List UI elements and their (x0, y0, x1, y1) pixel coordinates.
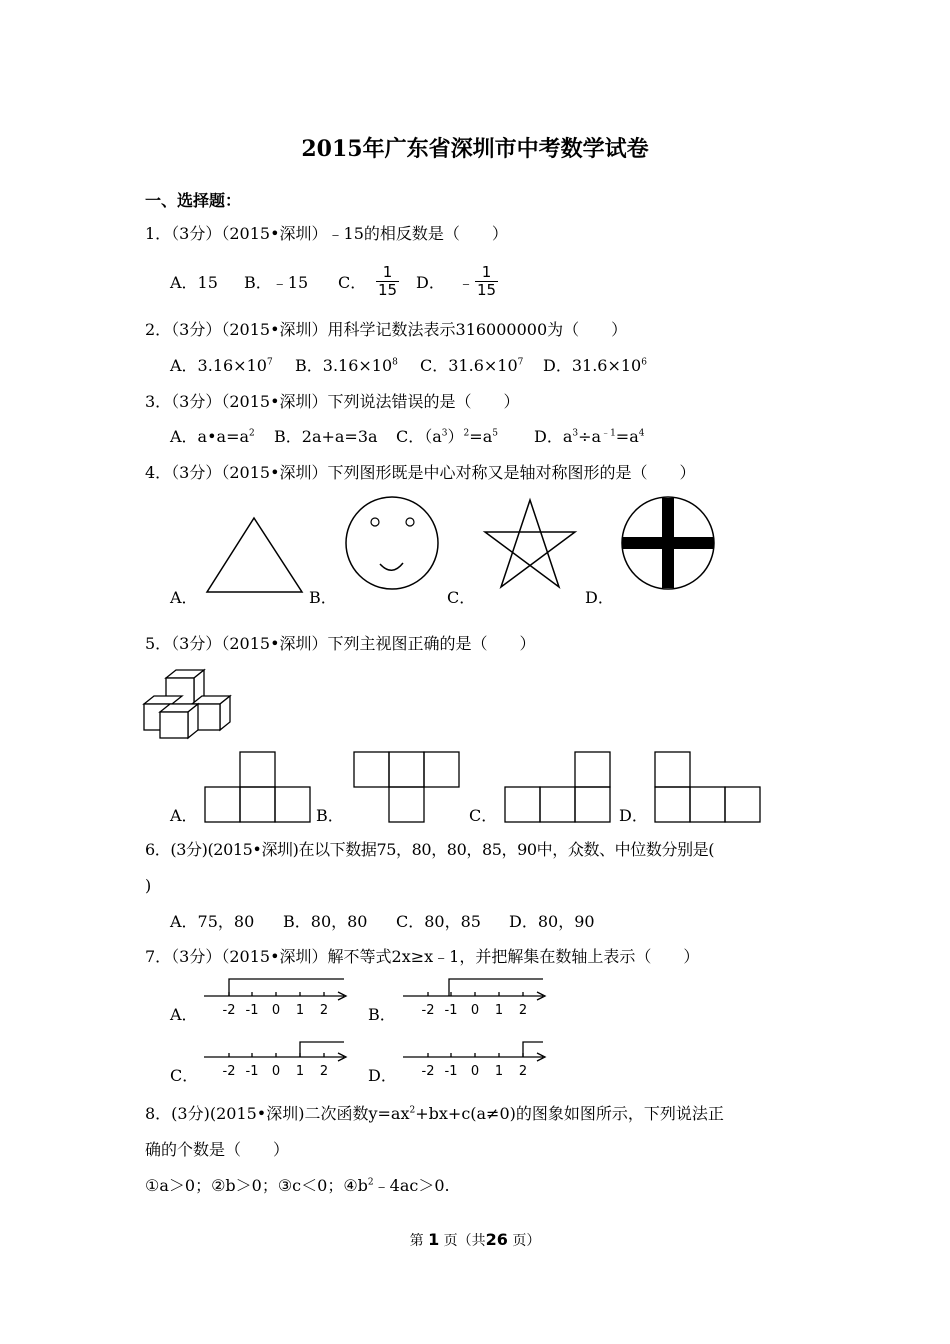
question-1-option-c-fraction (376, 264, 399, 299)
question-6-option-a: A．75，80 (170, 912, 255, 931)
number-line-b (403, 976, 553, 1021)
number-line-tick-label: 0 (470, 1003, 480, 1018)
number-line-c (204, 1037, 354, 1082)
number-line-d (403, 1037, 553, 1082)
fraction-numerator: 1 (376, 264, 399, 282)
number-line-tick-label: 0 (470, 1064, 480, 1079)
number-line-tick-label: 2 (319, 1003, 329, 1018)
option-d-front-view (655, 750, 765, 825)
question-1-option-d-fraction (475, 264, 498, 299)
number-line-tick-label: 1 (494, 1003, 504, 1018)
fraction-denominator: 15 (378, 281, 398, 299)
cube-stack-figure (142, 668, 234, 740)
number-line-tick-label: -1 (245, 1003, 259, 1018)
question-4-option-c: C． (447, 588, 476, 607)
question-6-stem-line-2: ) (145, 876, 152, 895)
number-line-tick-label: 2 (518, 1003, 528, 1018)
question-4-option-b: B． (309, 588, 337, 607)
option-a-front-view (205, 750, 315, 825)
number-line-tick-label: -2 (222, 1003, 236, 1018)
page-footer: 第 1 页（共26 页） (409, 1230, 541, 1249)
question-3-option-d: D．$a^3\div a^{﹣1}=a^4$ (534, 427, 645, 446)
question-5-option-d: D． (619, 806, 648, 825)
fraction-numerator: 1 (475, 264, 498, 282)
option-c-front-view (505, 750, 615, 825)
question-5-stem: 5．（3分）（2015•深圳）下列主视图正确的是（ ） (145, 634, 536, 653)
page-title: 2015年广东省深圳市中考数学试卷 (301, 136, 649, 162)
question-4-option-a: A． (170, 588, 198, 607)
question-3-option-a: A．$a•a=a^2$ (170, 427, 255, 446)
question-3-stem: 3．（3分）（2015•深圳）下列说法错误的是（ ） (145, 392, 520, 411)
question-4-stem: 4．（3分）（2015•深圳）下列图形既是中心对称又是轴对称图形的是（ ） (145, 463, 696, 482)
triangle-figure (205, 515, 305, 595)
question-6-option-b: B．80，80 (283, 912, 368, 931)
question-8-stem-line-2: 确的个数是（ ） (145, 1140, 290, 1159)
question-2-option-a: A．$3.16\times 10^7$ (170, 356, 273, 375)
question-1-option-d: D． (416, 273, 445, 292)
question-5-option-c: C． (469, 806, 498, 825)
question-7-option-c: C． (170, 1066, 199, 1085)
question-7-option-d: D． (368, 1066, 397, 1085)
question-7-stem: 7．（3分）（2015•深圳）解不等式2x≥x﹣1，并把解集在数轴上表示（ ） (145, 947, 700, 966)
number-line-tick-label: -1 (444, 1003, 458, 1018)
number-line-tick-label: 0 (271, 1003, 281, 1018)
star-figure (481, 497, 581, 592)
number-line-tick-label: -2 (421, 1064, 435, 1079)
circle-cross-figure (619, 495, 719, 595)
question-1-stem: 1．（3分）（2015•深圳）﹣15的相反数是（ ） (145, 224, 508, 243)
number-line-tick-label: 2 (518, 1064, 528, 1079)
question-8-stem-line-1: 8．(3分)(2015•深圳)二次函数$y=ax^2+bx+c(a\ne 0)$的图象如图所示，下列说法正 (145, 1104, 724, 1123)
question-8-statements: ①a＞0；②b＞0；③c＜0；$④b^2﹣4ac>0$. (145, 1176, 450, 1195)
question-3-option-b: B．2a+a=3a (274, 427, 378, 446)
question-6-stem-line-1: 6．(3分)(2015•深圳)在以下数据75，80，80，85，90中，众数、中位数分别是( (145, 840, 715, 859)
question-7-option-a: A． (170, 1005, 198, 1024)
number-line-tick-label: 1 (295, 1064, 305, 1079)
number-line-tick-label: -1 (245, 1064, 259, 1079)
question-5-option-a: A． (170, 806, 198, 825)
section-heading: 一、选择题： (145, 191, 242, 210)
number-line-tick-label: 1 (295, 1003, 305, 1018)
question-5-option-b: B． (316, 806, 344, 825)
number-line-tick-label: -1 (444, 1064, 458, 1079)
number-line-tick-label: 1 (494, 1064, 504, 1079)
question-2-option-b: B．$3.16\times 10^8$ (295, 356, 398, 375)
question-1-option-c: C． (338, 273, 367, 292)
question-2-option-c: C．$31.6\times 10^7$ (420, 356, 524, 375)
question-2-stem: 2．（3分）（2015•深圳）用科学记数法表示316000000为（ ） (145, 320, 628, 339)
number-line-tick-label: -2 (421, 1003, 435, 1018)
question-1-option-a: A．15 (170, 273, 218, 292)
question-3-option-c: C．$(a^3)^2=a^5$ (396, 427, 498, 446)
number-line-tick-label: 2 (319, 1064, 329, 1079)
question-6-option-d: D．80，90 (509, 912, 595, 931)
number-line-tick-label: 0 (271, 1064, 281, 1079)
question-1-option-b: B．﹣15 (244, 273, 309, 292)
question-2-option-d: D．$31.6\times 10^6$ (543, 356, 647, 375)
question-1-option-d-sign: ﹣ (458, 273, 475, 292)
fraction-denominator: 15 (477, 281, 497, 299)
number-line-a (204, 976, 354, 1021)
number-line-tick-label: -2 (222, 1064, 236, 1079)
question-6-option-c: C．80，85 (396, 912, 481, 931)
option-b-front-view (354, 750, 464, 825)
smiley-face-figure (343, 495, 443, 595)
question-7-option-b: B． (368, 1005, 396, 1024)
question-4-option-d: D． (585, 588, 614, 607)
